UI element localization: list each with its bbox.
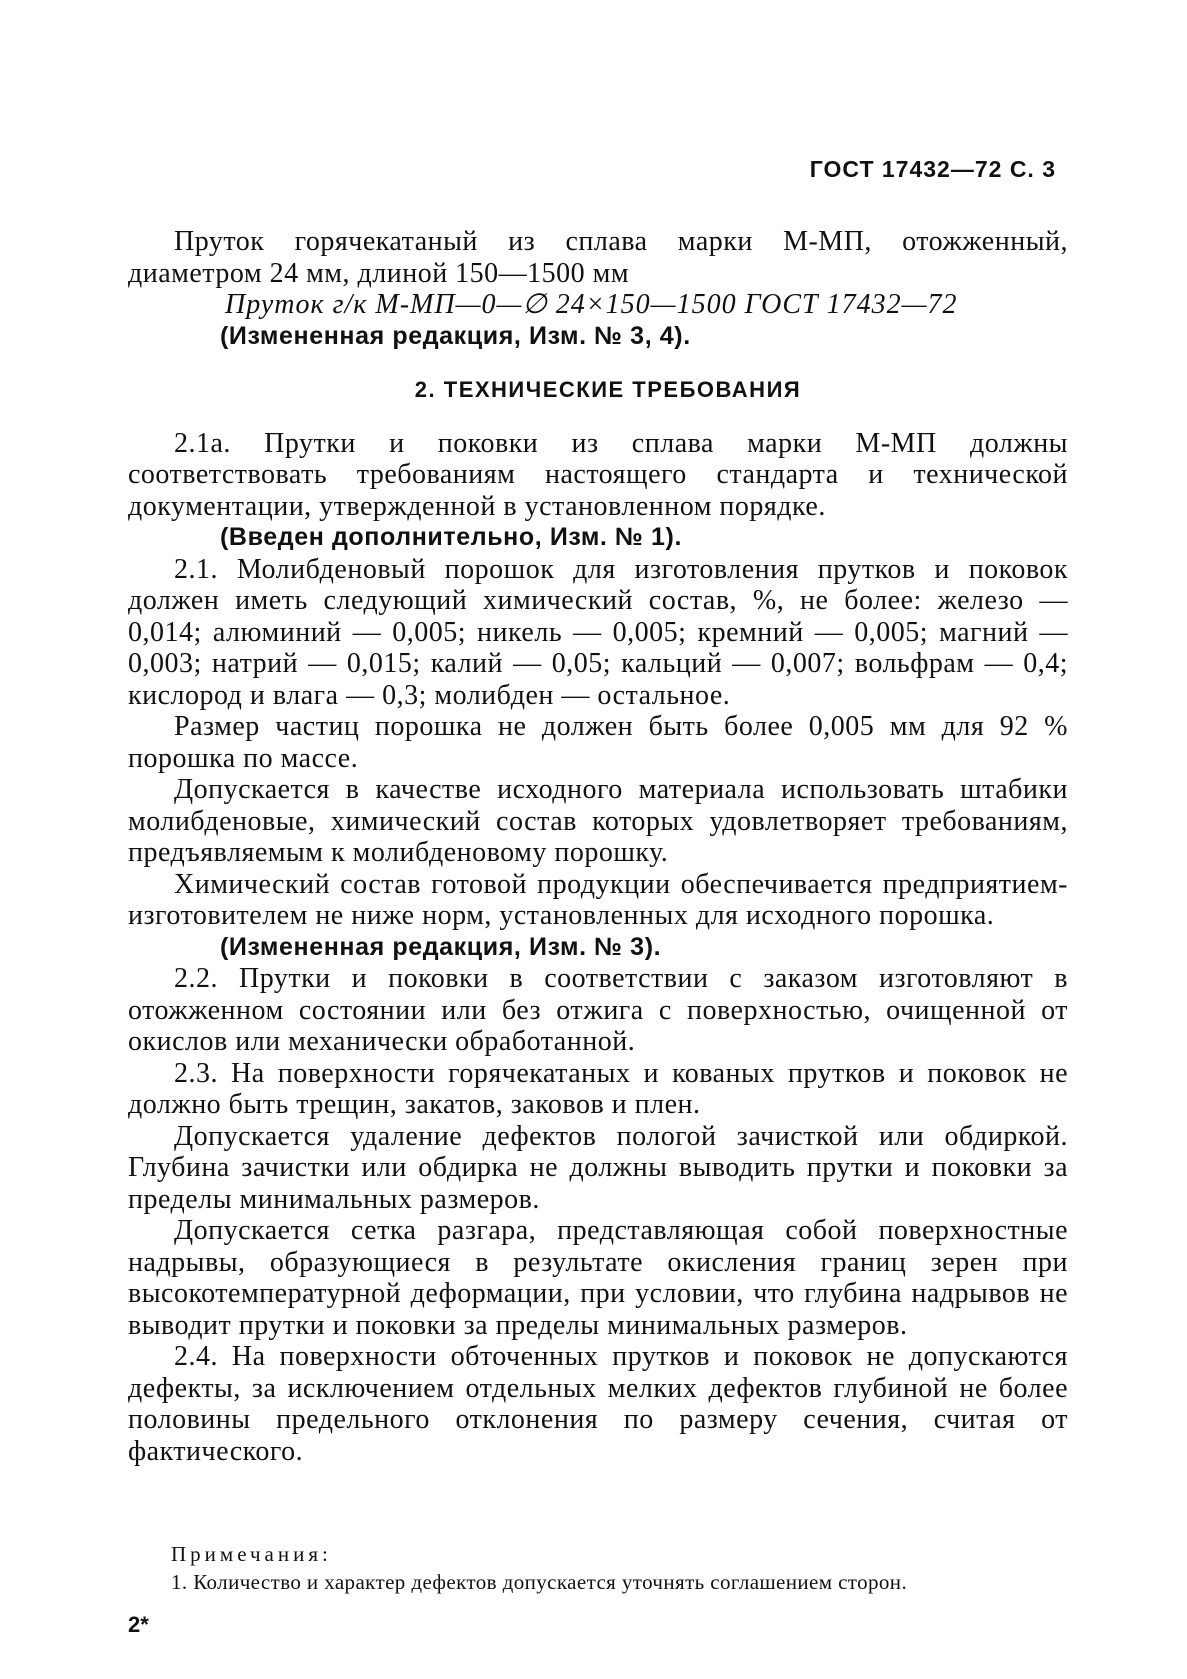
paragraph-2-1: 2.1. Молибденовый порошок для изготовления прутков и поковок должен иметь следующий химический состав, %, не более: железо — 0,014; алюминий — 0,005; никель — 0,005; кремний — 0,005; магний — 0,003; натрий — 0,015; калий — 0,05; кальций — 0,007; вольфрам — 0,4; кислород и влага — 0,3; молибден — остальное. bbox=[128, 553, 1068, 711]
change-note: (Измененная редакция, Изм. № 3, 4). bbox=[220, 321, 691, 350]
document-body bbox=[128, 226, 1068, 1467]
change-note: (Измененная редакция, Изм. № 3). bbox=[220, 932, 662, 961]
page-footer-mark: 2* bbox=[128, 1612, 149, 1637]
paragraph-2-2: 2.2. Прутки и поковки в соответствии с заказом изготовляют в отожженном состоянии или без отжига с поверхностью, очищенной от окислов или механически обработанной. bbox=[128, 963, 1068, 1057]
paragraph-2-1-chemistry: Химический состав готовой продукции обеспечивается предприятием-изготовителем не ниже норм, установленных для исходного порошка. bbox=[128, 868, 1068, 931]
change-note: (Введен дополнительно, Изм. № 1). bbox=[220, 523, 682, 551]
note-item: 1. Количество и характер дефектов допускается уточнять соглашением сторон. bbox=[171, 1570, 908, 1594]
page-header: ГОСТ 17432—72 С. 3 bbox=[809, 156, 1056, 182]
notes-title: Примечания: bbox=[171, 1542, 332, 1566]
intro-text: Пруток горячекатаный из сплава марки М-МП, отожженный, диаметром 24 мм, длиной 150—1500 мм bbox=[128, 226, 1068, 289]
paragraph-2-1-particle-size: Размер частиц порошка не должен быть более 0,005 мм для 92 % порошка по массе. bbox=[128, 711, 1068, 774]
designation-example: Пруток г/к М-МП—0—∅ 24×150—1500 ГОСТ 17432—72 bbox=[225, 289, 958, 320]
paragraph-2-3-grid: Допускается сетка разгара, представляющая собой поверхностные надрывы, образующиеся в результате окисления границ зерен при высокотемпературной деформации, при условии, что глубина надрывов не выводит прутки и поковки за пределы минимальных размеров. bbox=[128, 1215, 1068, 1341]
paragraph-2-3-defects: Допускается удаление дефектов пологой зачисткой или обдиркой. Глубина зачистки или обдирка не должны выводить прутки и поковки за пределы минимальных размеров. bbox=[128, 1120, 1068, 1215]
paragraph-2-1a: 2.1а. Прутки и поковки из сплава марки М-МП должны соответствовать требованиям настоящего стандарта и технической документации, утвержденной в установленном порядке. bbox=[128, 427, 1068, 522]
paragraph-2-4: 2.4. На поверхности обточенных прутков и поковок не допускаются дефекты, за исключением отдельных мелких дефектов глубиной не более половины предельного отклонения по размеру сечения, считая от фактического. bbox=[128, 1341, 1068, 1467]
paragraph-2-3: 2.3. На поверхности горячекатаных и кованых прутков и поковок не должно быть трещин, закатов, заковов и плен. bbox=[128, 1057, 1068, 1120]
notes-block bbox=[128, 1540, 1068, 1596]
paragraph-2-1-alternative: Допускается в качестве исходного материала использовать штабики молибденовые, химический состав которых удовлетворяет требованиям, предъявляемым к молибденовому порошку. bbox=[128, 774, 1068, 868]
section-title: 2. ТЕХНИЧЕСКИЕ ТРЕБОВАНИЯ bbox=[414, 377, 802, 402]
